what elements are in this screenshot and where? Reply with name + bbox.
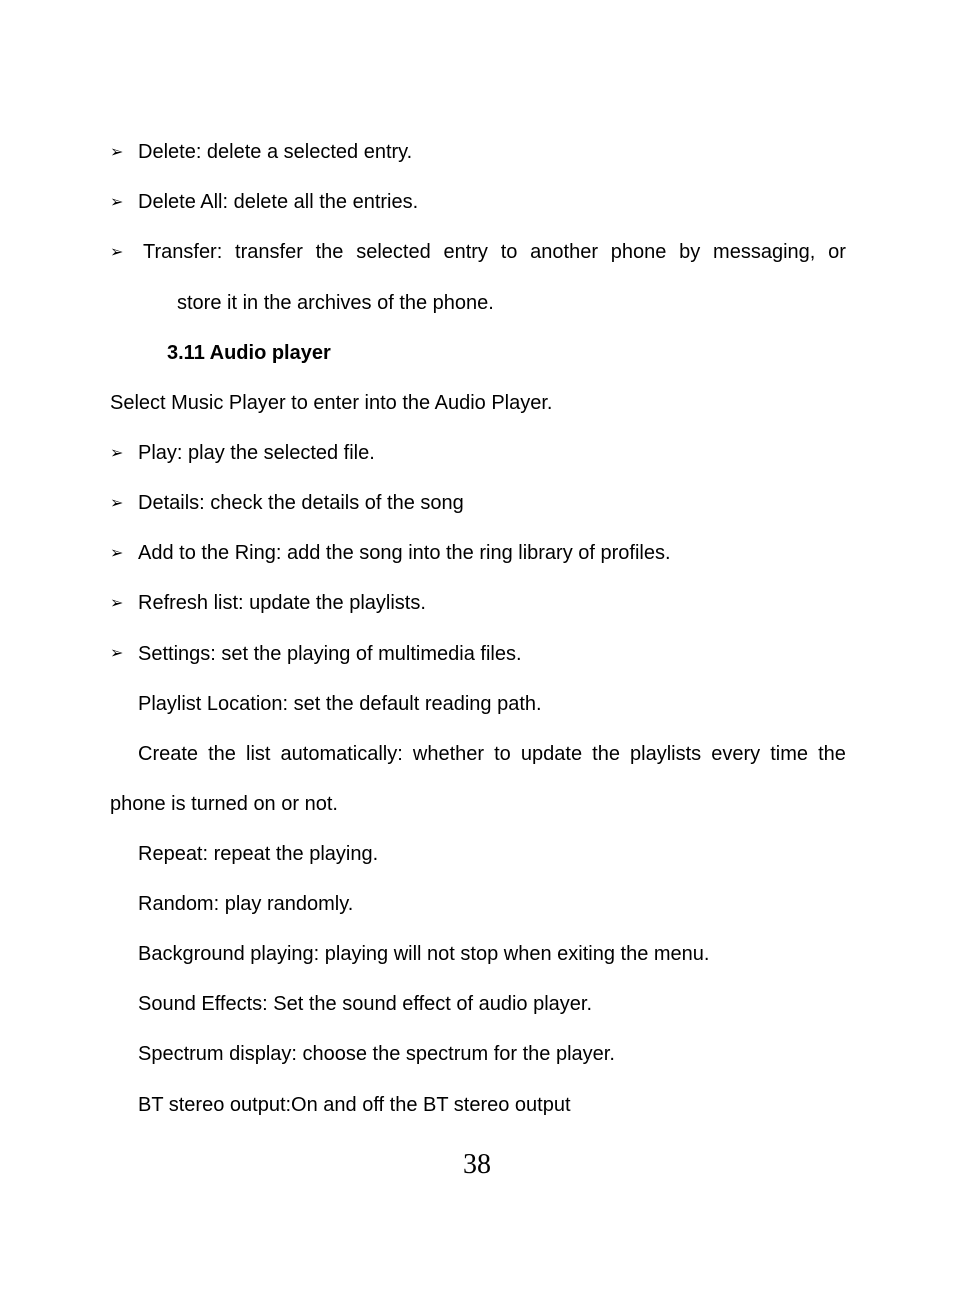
- create-list-text: Create the list automatically: whether to update the playlists every time the: [138, 743, 846, 765]
- page-number: 38: [463, 1149, 491, 1180]
- create-list-continuation: phone is turned on or not.: [110, 793, 338, 815]
- sound-effects-text: Sound Effects: Set the sound effect of audio player.: [138, 993, 593, 1015]
- bullet-delete: Delete: delete a selected entry.: [138, 141, 413, 163]
- bullet-transfer: Transfer: transfer the selected entry to another phone by messaging, or: [143, 241, 846, 263]
- bullet-refresh-list: Refresh list: update the playlists.: [138, 592, 426, 614]
- bullet-arrow-icon: ➢: [110, 645, 124, 662]
- bullet-arrow-icon: ➢: [110, 445, 124, 462]
- repeat-text: Repeat: repeat the playing.: [138, 843, 379, 865]
- intro-paragraph: Select Music Player to enter into the Audio Player.: [110, 392, 553, 414]
- bullet-arrow-icon: ➢: [110, 144, 124, 161]
- spectrum-display-text: Spectrum display: choose the spectrum for the player.: [138, 1043, 615, 1065]
- bullet-arrow-icon: ➢: [110, 194, 124, 211]
- playlist-location-text: Playlist Location: set the default reading path.: [138, 693, 542, 715]
- section-heading: 3.11 Audio player: [167, 342, 331, 364]
- bullet-delete-all: Delete All: delete all the entries.: [138, 191, 419, 213]
- bullet-settings: Settings: set the playing of multimedia files.: [138, 643, 522, 665]
- bullet-play: Play: play the selected file.: [138, 442, 375, 464]
- bullet-arrow-icon: ➢: [110, 495, 124, 512]
- bt-stereo-output-text: BT stereo output:On and off the BT stereo output: [138, 1094, 571, 1116]
- bullet-details: Details: check the details of the song: [138, 492, 464, 514]
- transfer-continuation: store it in the archives of the phone.: [177, 292, 494, 314]
- bullet-arrow-icon: ➢: [110, 545, 124, 562]
- background-playing-text: Background playing: playing will not stop when exiting the menu.: [138, 943, 710, 965]
- bullet-arrow-icon: ➢: [110, 595, 124, 612]
- random-text: Random: play randomly.: [138, 893, 354, 915]
- bullet-add-to-ring: Add to the Ring: add the song into the ring library of profiles.: [138, 542, 671, 564]
- bullet-arrow-icon: ➢: [110, 244, 124, 261]
